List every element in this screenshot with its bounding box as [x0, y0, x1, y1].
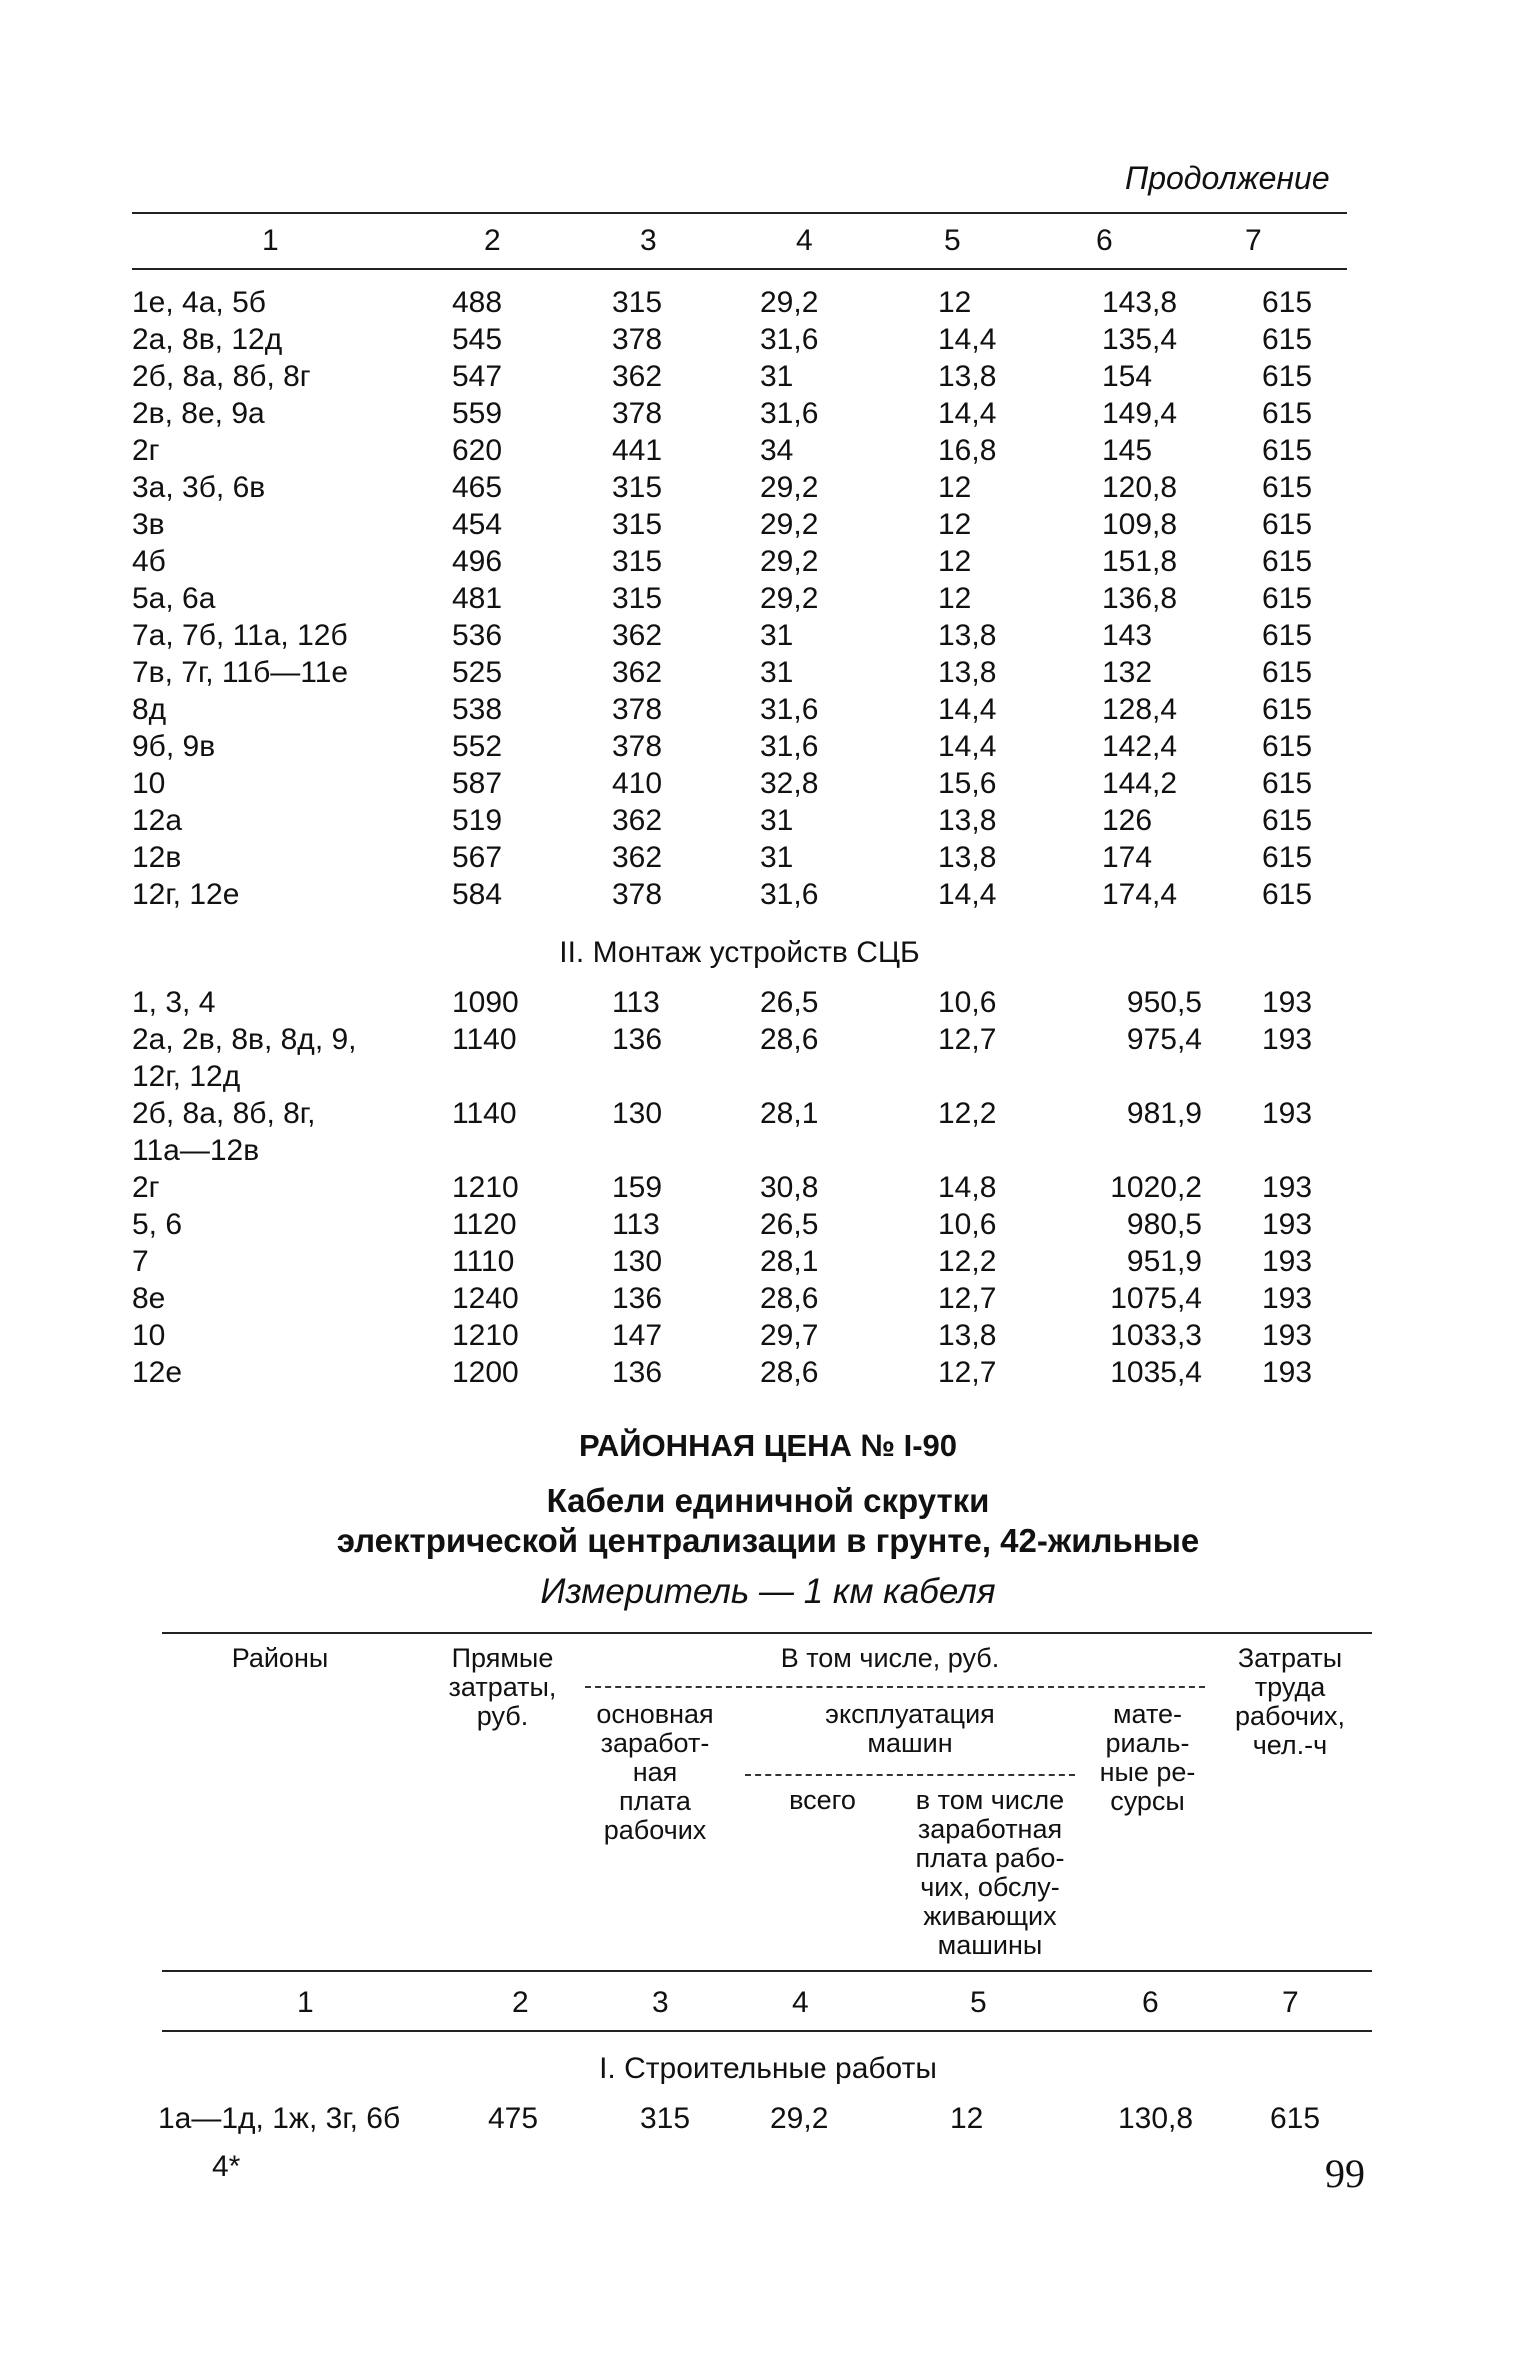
- table-cell: 193: [1262, 986, 1313, 1019]
- table-cell: 615: [1262, 323, 1313, 356]
- table-cell: 1020,2: [1110, 1171, 1202, 1204]
- cable-title-line2: электрической централизации в грунте, 42-жильные: [336, 1522, 1200, 1559]
- table-cell: 29,7: [760, 1319, 819, 1352]
- table-cell: 615: [1262, 619, 1313, 652]
- h-wage: основная заработ- ная плата рабочих: [596, 1699, 714, 1845]
- table-cell: 193: [1262, 1023, 1313, 1056]
- table-cell: 31: [760, 841, 794, 874]
- table-cell: 1120: [452, 1208, 517, 1241]
- table-cell: 615: [1262, 693, 1313, 726]
- col-number: 5: [970, 1986, 987, 2019]
- col-number: 3: [652, 1986, 669, 2019]
- table-cell: 28,6: [760, 1023, 819, 1056]
- table-cell: 362: [612, 656, 663, 689]
- table-cell: 174,4: [1102, 878, 1178, 911]
- table-cell: 151,8: [1102, 545, 1178, 578]
- h-including: В том числе, руб.: [780, 1643, 1000, 1673]
- table-cell: 496: [452, 545, 503, 578]
- h-machines: эксплуатация машин: [825, 1699, 995, 1758]
- table-cell: 981,9: [1126, 1097, 1202, 1130]
- table-cell: 142,4: [1102, 730, 1178, 763]
- table-cell: 12: [938, 286, 972, 319]
- h-dash-1: [585, 1686, 1205, 1688]
- table-cell: 315: [612, 471, 663, 504]
- table-cell: 10,6: [938, 986, 997, 1019]
- h-materials: мате- риаль- ные ре- сурсы: [1099, 1699, 1196, 1816]
- footer-mark: 4*: [212, 2150, 241, 2183]
- cell-labor: 615: [1270, 2102, 1321, 2135]
- table-cell: 547: [452, 360, 503, 393]
- header-cell: 5: [944, 224, 961, 257]
- table-cell: 3а, 3б, 6в: [132, 471, 266, 504]
- cell-machine-wage: 12: [950, 2102, 984, 2135]
- table-cell: 615: [1262, 582, 1313, 615]
- table-cell: 28,1: [760, 1097, 819, 1130]
- table-cell: 2г: [132, 1171, 160, 1204]
- table-cell: 7в, 7г, 11б—11е: [132, 656, 349, 689]
- table-cell: 130: [612, 1097, 663, 1130]
- table-cell: 410: [612, 767, 663, 800]
- table-cell: 1, 3, 4: [132, 986, 216, 1019]
- table-cell: 615: [1262, 286, 1313, 319]
- table-cell: 536: [452, 619, 503, 652]
- table-cell: 2г: [132, 434, 160, 467]
- table-cell: 14,4: [938, 730, 997, 763]
- table-cell: 120,8: [1102, 471, 1178, 504]
- table-cell: 14,4: [938, 693, 997, 726]
- header-cell: 1: [262, 224, 279, 257]
- table-cell: 12,2: [938, 1097, 997, 1130]
- table-cell: 378: [612, 878, 663, 911]
- cell-wage: 315: [640, 2102, 691, 2135]
- table-cell: 2в, 8е, 9а: [132, 397, 265, 430]
- cell-machines-total: 29,2: [770, 2102, 829, 2135]
- table-cell: 545: [452, 323, 503, 356]
- table-cell: 12,7: [938, 1282, 997, 1315]
- h-regions: Районы: [231, 1643, 329, 1673]
- header-cell: 2: [484, 224, 501, 257]
- table-cell: 16,8: [938, 434, 997, 467]
- table-cell: 8е: [132, 1282, 166, 1315]
- table-cell: 149,4: [1102, 397, 1178, 430]
- table-cell: 1090: [452, 986, 519, 1019]
- h-dash-2: [745, 1774, 1075, 1776]
- table-cell: 1е, 4а, 5б: [132, 286, 266, 319]
- table-cell: 1035,4: [1110, 1356, 1202, 1389]
- table-cell: 145: [1102, 434, 1153, 467]
- table-cell: 362: [612, 804, 663, 837]
- table-cell: 29,2: [760, 545, 819, 578]
- table1-header-rule: [132, 268, 1347, 270]
- table2-section1-title: I. Строительные работы: [599, 2052, 937, 2085]
- table-cell: 615: [1262, 360, 1313, 393]
- table-cell: 980,5: [1126, 1208, 1202, 1241]
- table-cell: 519: [452, 804, 503, 837]
- table-cell: 10,6: [938, 1208, 997, 1241]
- table-cell: 29,2: [760, 471, 819, 504]
- table-cell: 1075,4: [1110, 1282, 1202, 1315]
- table2-number-rule: [162, 2030, 1372, 2032]
- table-cell: 143: [1102, 619, 1153, 652]
- table-cell: 12,2: [938, 1245, 997, 1278]
- h-direct-costs: Прямые затраты, руб.: [448, 1643, 557, 1731]
- table-cell: 31,6: [760, 397, 819, 430]
- table-cell: 13,8: [938, 360, 997, 393]
- table-cell: 132: [1102, 656, 1153, 689]
- table-cell: 12: [938, 508, 972, 541]
- table-cell: 154: [1102, 360, 1153, 393]
- table-cell: 13,8: [938, 841, 997, 874]
- table-cell: 109,8: [1102, 508, 1178, 541]
- table-cell: 378: [612, 397, 663, 430]
- table-cell: 615: [1262, 434, 1313, 467]
- header-cell: 6: [1096, 224, 1113, 257]
- table-cell: 5а, 6а: [132, 582, 216, 615]
- table-cell: 31: [760, 804, 794, 837]
- h-total: всего: [789, 1785, 856, 1815]
- table-cell: 29,2: [760, 582, 819, 615]
- col-number: 7: [1282, 1986, 1299, 2019]
- table-cell: 135,4: [1102, 323, 1178, 356]
- col-number: 6: [1142, 1986, 1159, 2019]
- table-cell: 378: [612, 693, 663, 726]
- table-cell: 615: [1262, 656, 1313, 689]
- table-cell: 15,6: [938, 767, 997, 800]
- table-cell: 362: [612, 841, 663, 874]
- table-cell: 14,4: [938, 323, 997, 356]
- table-cell: 174: [1102, 841, 1153, 874]
- table-cell: 12: [938, 545, 972, 578]
- table-cell: 620: [452, 434, 503, 467]
- table-cell: 378: [612, 730, 663, 763]
- table-cell: 143,8: [1102, 286, 1178, 319]
- table-cell: 1210: [452, 1171, 519, 1204]
- price-heading: РАЙОННАЯ ЦЕНА № I-90: [578, 1428, 958, 1463]
- table-cell: 7а, 7б, 11а, 12б: [132, 619, 348, 652]
- table-cell: 7: [132, 1245, 149, 1278]
- table-cell: 26,5: [760, 1208, 819, 1241]
- section2-title: II. Монтаж устройств СЦБ: [559, 936, 920, 969]
- table-cell: 362: [612, 360, 663, 393]
- table-cell: 552: [452, 730, 503, 763]
- table2-row: [0, 2102, 1536, 2142]
- table-cell: 615: [1262, 878, 1313, 911]
- table-cell: 13,8: [938, 656, 997, 689]
- table-cell: 3в: [132, 508, 165, 541]
- table-cell: 1200: [452, 1356, 519, 1389]
- table-cell: 559: [452, 397, 503, 430]
- col-number: 2: [512, 1986, 529, 2019]
- table-cell: 488: [452, 286, 503, 319]
- table-cell: 29,2: [760, 286, 819, 319]
- table-cell: 14,4: [938, 397, 997, 430]
- table-cell: 31,6: [760, 730, 819, 763]
- table-cell: 8д: [132, 693, 167, 726]
- table-cell: 159: [612, 1171, 663, 1204]
- table2-top-rule: [162, 1632, 1372, 1634]
- cable-title-line1: Кабели единичной скрутки: [546, 1482, 990, 1519]
- table-cell: 12г, 12д: [132, 1060, 241, 1093]
- table-cell: 9б, 9в: [132, 730, 216, 763]
- table-cell: 31,6: [760, 323, 819, 356]
- table-cell: 951,9: [1126, 1245, 1202, 1278]
- table-cell: 12г, 12е: [132, 878, 240, 911]
- table-cell: 315: [612, 286, 663, 319]
- table1: [132, 218, 1347, 1398]
- table-cell: 126: [1102, 804, 1153, 837]
- table-cell: 136,8: [1102, 582, 1178, 615]
- table-cell: 4б: [132, 545, 166, 578]
- page-number: 99: [1325, 2151, 1365, 2196]
- table-cell: 31,6: [760, 878, 819, 911]
- table-cell: 31: [760, 360, 794, 393]
- table-cell: 2б, 8а, 8б, 8г: [132, 360, 311, 393]
- table-cell: 454: [452, 508, 503, 541]
- table-cell: 113: [612, 1208, 660, 1241]
- table-cell: 615: [1262, 767, 1313, 800]
- table-cell: 12: [938, 471, 972, 504]
- cell-direct: 475: [488, 2102, 539, 2135]
- table-cell: 31: [760, 656, 794, 689]
- table-cell: 2б, 8а, 8б, 8г,: [132, 1097, 316, 1130]
- table-cell: 144,2: [1102, 767, 1178, 800]
- table-cell: 567: [452, 841, 503, 874]
- table-cell: 29,2: [760, 508, 819, 541]
- table-cell: 1240: [452, 1282, 519, 1315]
- table-cell: 193: [1262, 1319, 1313, 1352]
- table-cell: 538: [452, 693, 503, 726]
- table-cell: 136: [612, 1023, 663, 1056]
- table-cell: 362: [612, 619, 663, 652]
- table-cell: 587: [452, 767, 503, 800]
- table-cell: 315: [612, 508, 663, 541]
- table-cell: 128,4: [1102, 693, 1178, 726]
- table-cell: 34: [760, 434, 794, 467]
- col-number: 1: [297, 1986, 314, 2019]
- table1-top-rule: [132, 212, 1347, 214]
- table-cell: 14,4: [938, 878, 997, 911]
- table-cell: 136: [612, 1282, 663, 1315]
- header-cell: 7: [1245, 224, 1262, 257]
- continuation-label: Продолжение: [1125, 160, 1330, 196]
- table-cell: 975,4: [1126, 1023, 1202, 1056]
- table-cell: 1140: [452, 1097, 517, 1130]
- h-machine-wage: в том числе заработная плата рабо- чих, обслу- живающих машины: [915, 1785, 1065, 1960]
- table-cell: 615: [1262, 508, 1313, 541]
- measure-unit: Измеритель — 1 км кабеля: [540, 1572, 996, 1611]
- table-cell: 315: [612, 582, 663, 615]
- table-cell: 13,8: [938, 804, 997, 837]
- h-labor: Затраты труда рабочих, чел.-ч: [1234, 1643, 1346, 1760]
- table-cell: 193: [1262, 1208, 1313, 1241]
- table-cell: 615: [1262, 730, 1313, 763]
- table-cell: 130: [612, 1245, 663, 1278]
- table-cell: 2а, 8в, 12д: [132, 323, 283, 356]
- table-cell: 1140: [452, 1023, 517, 1056]
- table-cell: 193: [1262, 1245, 1313, 1278]
- table-cell: 1110: [452, 1245, 515, 1278]
- table-cell: 193: [1262, 1282, 1313, 1315]
- table-cell: 28,6: [760, 1282, 819, 1315]
- cell-regions: 1а—1д, 1ж, 3г, 6б: [158, 2102, 401, 2135]
- table-cell: 113: [612, 986, 660, 1019]
- table-cell: 615: [1262, 804, 1313, 837]
- table-cell: 193: [1262, 1171, 1313, 1204]
- table-cell: 5, 6: [132, 1208, 183, 1241]
- table-cell: 13,8: [938, 619, 997, 652]
- table-cell: 525: [452, 656, 503, 689]
- table-cell: 31: [760, 619, 794, 652]
- table-cell: 12,7: [938, 1023, 997, 1056]
- table-cell: 13,8: [938, 1319, 997, 1352]
- table-cell: 12,7: [938, 1356, 997, 1389]
- table-cell: 12: [938, 582, 972, 615]
- table-cell: 193: [1262, 1356, 1313, 1389]
- table-cell: 28,6: [760, 1356, 819, 1389]
- table-cell: 28,1: [760, 1245, 819, 1278]
- table-cell: 11а—12в: [132, 1134, 260, 1167]
- table-cell: 136: [612, 1356, 663, 1389]
- table-cell: 30,8: [760, 1171, 819, 1204]
- table-cell: 32,8: [760, 767, 819, 800]
- table-cell: 147: [612, 1319, 663, 1352]
- table2-number-row: [0, 1986, 1536, 2022]
- table-cell: 14,8: [938, 1171, 997, 1204]
- cell-materials: 130,8: [1118, 2102, 1194, 2135]
- table-cell: 193: [1262, 1097, 1313, 1130]
- table-cell: 1210: [452, 1319, 519, 1352]
- table-cell: 615: [1262, 545, 1313, 578]
- header-cell: 3: [640, 224, 657, 257]
- table-cell: 315: [612, 545, 663, 578]
- table-cell: 12а: [132, 804, 183, 837]
- table-cell: 481: [452, 582, 503, 615]
- table-cell: 1033,3: [1110, 1319, 1202, 1352]
- col-number: 4: [792, 1986, 809, 2019]
- table-cell: 615: [1262, 471, 1313, 504]
- table-cell: 26,5: [760, 986, 819, 1019]
- table-cell: 10: [132, 767, 166, 800]
- header-cell: 4: [796, 224, 813, 257]
- table-cell: 12в: [132, 841, 182, 874]
- table-cell: 441: [612, 434, 663, 467]
- table2-header-rule: [162, 1970, 1372, 1972]
- table-cell: 10: [132, 1319, 166, 1352]
- table-cell: 378: [612, 323, 663, 356]
- table-cell: 950,5: [1126, 986, 1202, 1019]
- table-cell: 31,6: [760, 693, 819, 726]
- table-cell: 584: [452, 878, 503, 911]
- table-cell: 615: [1262, 841, 1313, 874]
- table-cell: 465: [452, 471, 503, 504]
- table-cell: 615: [1262, 397, 1313, 430]
- table-cell: 2а, 2в, 8в, 8д, 9,: [132, 1023, 357, 1056]
- table-cell: 12е: [132, 1356, 183, 1389]
